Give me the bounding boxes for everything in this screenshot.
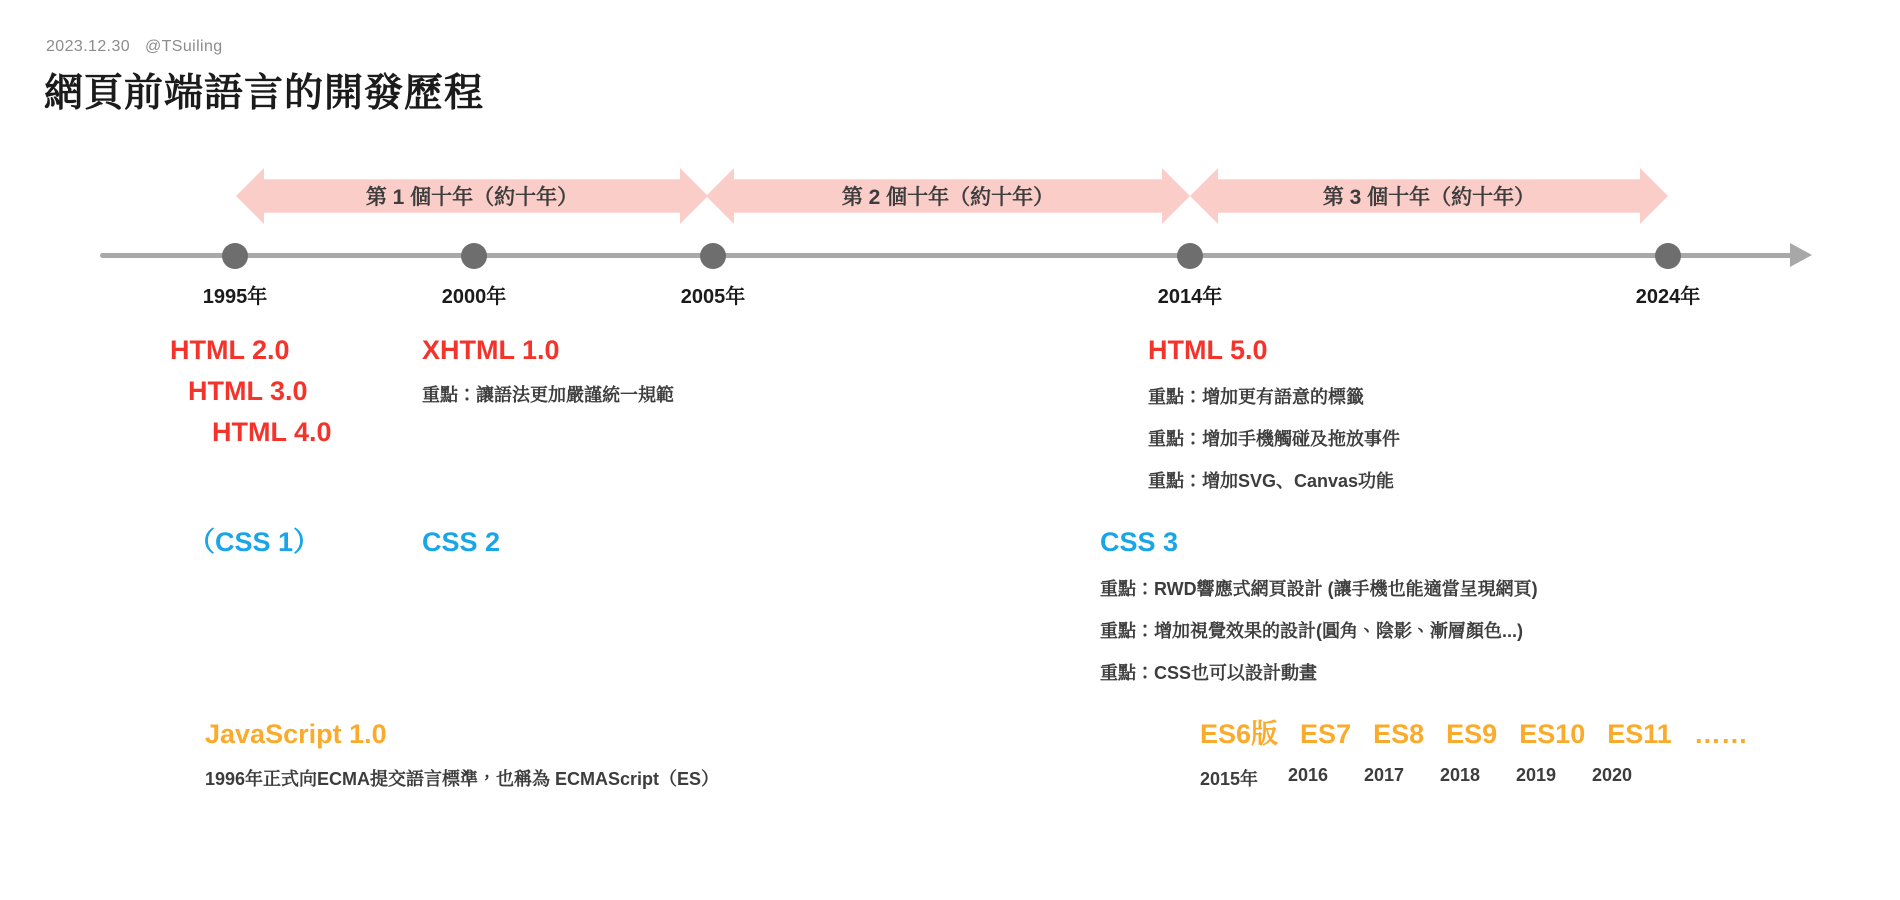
javascript-note-1: 1996年正式向ECMA提交語言標準，也稱為 ECMAScript（ES）	[205, 769, 720, 790]
ecmascript-version-row	[1200, 714, 1748, 755]
es-year-1: 2015年	[1200, 769, 1259, 790]
es-version-6: ES11	[1607, 719, 1672, 749]
css3-note-3: 重點：CSS也可以設計動畫	[1100, 663, 1318, 684]
html5-note-1: 重點：增加更有語意的標籤	[1148, 387, 1364, 408]
es-version-2: ES7	[1300, 719, 1352, 749]
meta-handle: @TSuiling	[144, 38, 223, 55]
decade-bar-2	[706, 168, 1190, 224]
timeline-node-2024	[1655, 243, 1681, 269]
timeline-label-2005: 2005年	[680, 286, 746, 308]
es-version-3: ES8	[1373, 719, 1425, 749]
timeline-label-2014: 2014年	[1157, 286, 1223, 308]
timeline-node-2014	[1177, 243, 1203, 269]
es-version-1: ES6版	[1200, 719, 1279, 749]
xhtml-group	[422, 330, 674, 411]
decade-bar-1	[236, 168, 708, 224]
es-year-6: 2020	[1592, 765, 1633, 786]
timeline-arrowhead-icon	[1790, 243, 1812, 267]
es-year-3: 2017	[1364, 765, 1405, 786]
html-4-0-label: HTML 4.0	[212, 417, 332, 448]
html5-title: HTML 5.0	[1148, 335, 1268, 365]
javascript-title: JavaScript 1.0	[205, 719, 387, 749]
css3-title: CSS 3	[1100, 527, 1179, 557]
ecmascript-year-row	[1200, 765, 1748, 791]
css2-group	[422, 522, 500, 563]
html5-group	[1148, 330, 1400, 497]
css1-title: （CSS 1）	[188, 527, 321, 557]
es-version-more: ……	[1693, 719, 1748, 749]
decade-label-2: 第 2 個十年（約十年）	[841, 186, 1055, 209]
timeline-node-2005	[700, 243, 726, 269]
es-version-4: ES9	[1446, 719, 1498, 749]
ecmascript-group	[1200, 714, 1748, 791]
css3-note-1: 重點：RWD響應式網頁設計 (讓手機也能適當呈現網頁)	[1100, 579, 1538, 600]
meta-line	[46, 38, 223, 56]
decade-bar-3	[1190, 168, 1668, 224]
timeline-node-2000	[461, 243, 487, 269]
javascript-group	[205, 714, 719, 795]
es-version-5: ES10	[1519, 719, 1586, 749]
html5-note-2: 重點：增加手機觸碰及拖放事件	[1148, 429, 1400, 450]
meta-date: 2023.12.30	[46, 38, 131, 55]
html-2-0-label: HTML 2.0	[170, 335, 290, 365]
html5-note-3: 重點：增加SVG、Canvas功能	[1148, 471, 1395, 492]
es-year-2: 2016	[1288, 765, 1329, 786]
es-year-5: 2019	[1516, 765, 1557, 786]
timeline-axis	[100, 253, 1796, 258]
es-year-4: 2018	[1440, 765, 1481, 786]
html-3-0-label: HTML 3.0	[188, 376, 308, 407]
css3-group	[1100, 522, 1538, 689]
css2-title: CSS 2	[422, 527, 501, 557]
timeline-label-1995: 1995年	[202, 286, 268, 308]
page-title: 網頁前端語言的開發歷程	[44, 72, 485, 115]
css3-note-2: 重點：增加視覺效果的設計(圓角、陰影、漸層顏色...)	[1100, 621, 1523, 642]
html-early-versions-group	[170, 330, 332, 453]
timeline-label-2000: 2000年	[441, 286, 507, 308]
css1-group	[188, 522, 320, 563]
timeline-node-1995	[222, 243, 248, 269]
xhtml-note-1: 重點：讓語法更加嚴謹統一規範	[422, 385, 674, 406]
decade-label-1: 第 1 個十年（約十年）	[365, 186, 579, 209]
timeline-label-2024: 2024年	[1635, 286, 1701, 308]
decade-label-3: 第 3 個十年（約十年）	[1322, 186, 1536, 209]
xhtml-title: XHTML 1.0	[422, 335, 560, 365]
